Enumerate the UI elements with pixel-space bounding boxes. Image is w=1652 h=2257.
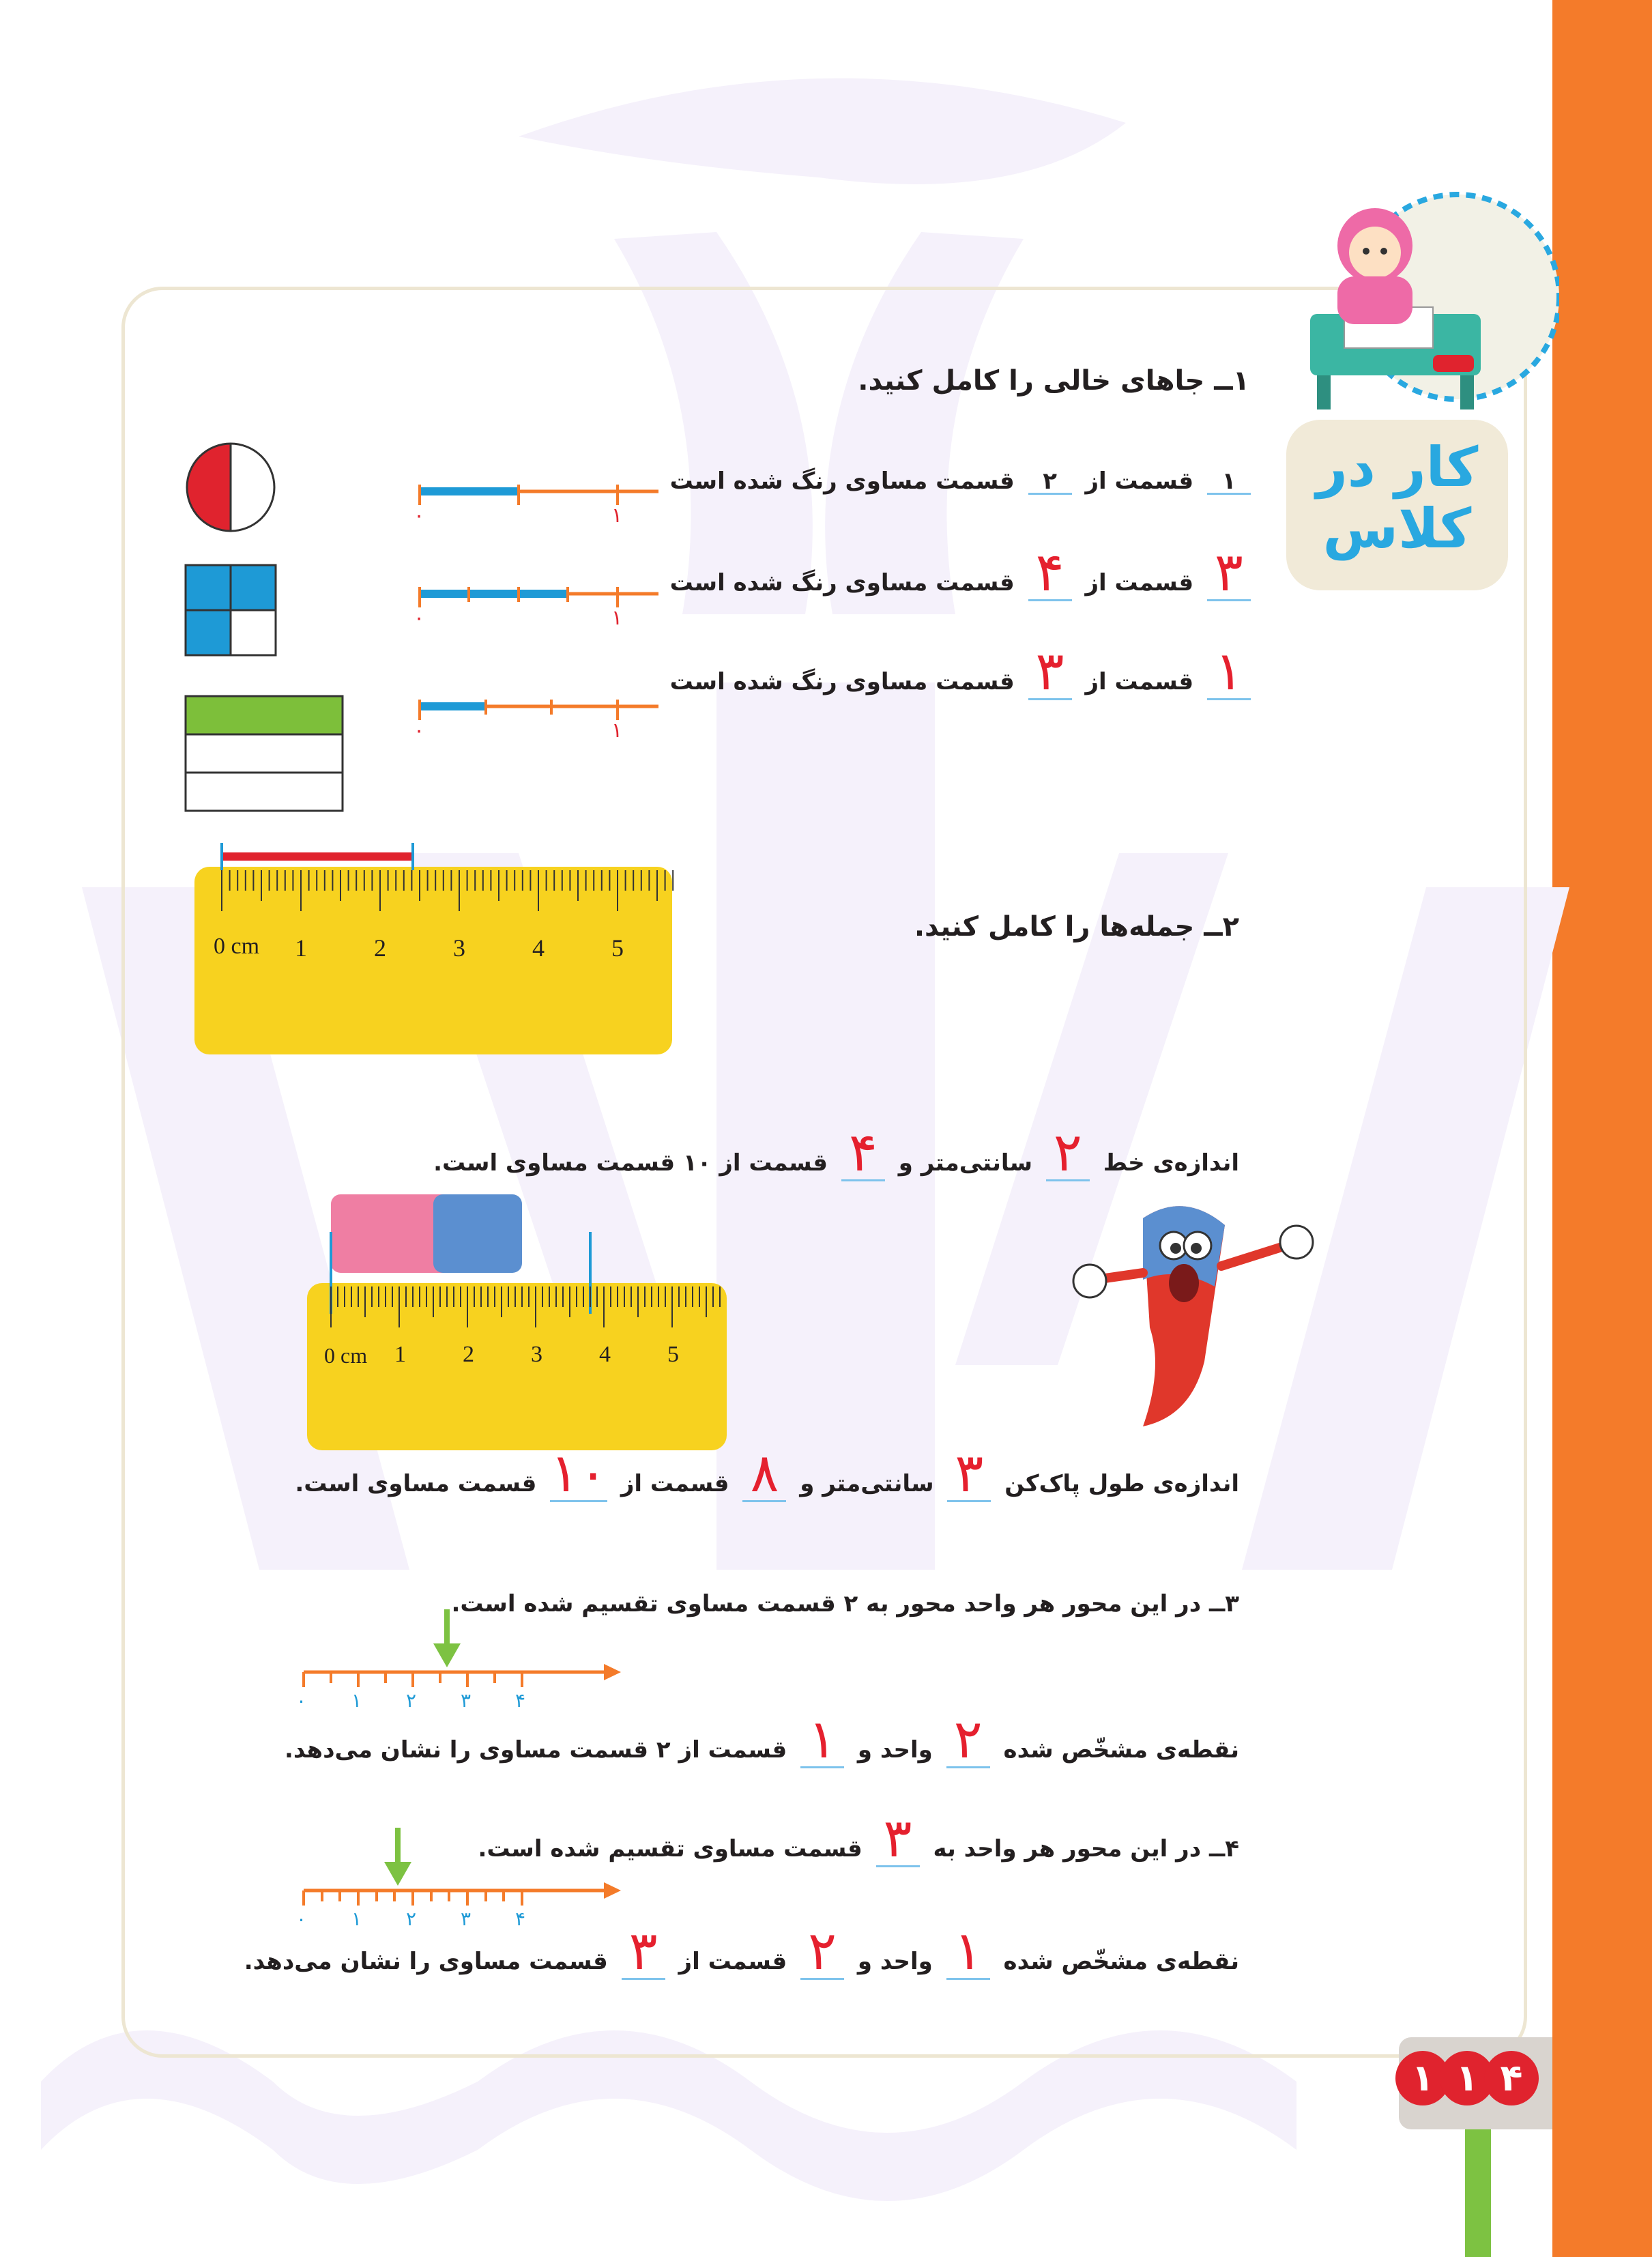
- q4-axis-label-2: ۲: [406, 1908, 417, 1930]
- q3-part3: قسمت از ۲ قسمت مساوی را نشان می‌دهد.: [284, 1736, 787, 1764]
- q1-fraction-shapes: [177, 437, 355, 812]
- page-number-digit-3: ۴: [1484, 2051, 1539, 2105]
- ruler2-unit-label: 0 cm: [324, 1343, 368, 1368]
- q2-s2-part1: اندازه‌ی طول پاک‌کن: [1004, 1470, 1239, 1497]
- badge-title: کار در کلاس: [1316, 435, 1479, 560]
- nl3-label-1: ۱: [611, 719, 623, 743]
- q4-part1: نقطه‌ی مشخّص شده: [1003, 1948, 1239, 1975]
- q2-s2-blank-b[interactable]: ۸: [742, 1447, 786, 1502]
- q1-row-2: [669, 542, 1256, 603]
- q4-heading-part1: ۴ــ در این محور هر واحد به: [933, 1835, 1239, 1863]
- ruler2-tick-1: 1: [394, 1342, 406, 1367]
- q1-row1-rest: قسمت مساوی رنگ شده است: [669, 468, 1015, 495]
- q2-s2-part4: قسمت مساوی است.: [295, 1470, 537, 1497]
- quarter-square: [186, 565, 276, 655]
- q1-row3-rest: قسمت مساوی رنگ شده است: [669, 668, 1015, 695]
- q2-s2-part2: سانتی‌متر و: [800, 1470, 934, 1497]
- ruler1-tick-5: 5: [611, 934, 624, 962]
- number-line-thirds: [420, 700, 658, 720]
- q1-row2-blank-b[interactable]: ۴: [1028, 546, 1072, 601]
- q1-row1-blank-a[interactable]: ۱: [1207, 470, 1251, 495]
- q1-row3-blank-b[interactable]: ۳: [1028, 645, 1072, 700]
- q3-axis-label-1: ۱: [351, 1689, 362, 1712]
- girl-at-desk-illustration: [1296, 184, 1559, 409]
- ruler-with-eraser: [304, 1191, 727, 1454]
- nl1-label-0: ۰: [414, 504, 425, 528]
- q2-s2-part3: قسمت از: [620, 1470, 729, 1497]
- q3-axis-label-4: ۴: [515, 1689, 526, 1712]
- ruler-with-line: [191, 836, 676, 1058]
- q4-axis-label-1: ۱: [351, 1908, 362, 1930]
- q3-sentence: [284, 1709, 1239, 1770]
- q4-blank-c[interactable]: ۳: [622, 1925, 665, 1980]
- q3-part2: واحد و: [857, 1736, 933, 1764]
- q3-axis-label-0: ۰: [296, 1689, 307, 1712]
- ruler1-tick-2: 2: [374, 934, 386, 962]
- q3-axis-label-3: ۳: [461, 1689, 472, 1712]
- q1-row2-blank-a[interactable]: ۳: [1207, 546, 1251, 601]
- q1-row1-from: قسمت از: [1085, 468, 1194, 495]
- q2-sentence-2: [295, 1443, 1239, 1504]
- q2-s1-blank-a[interactable]: ۲: [1046, 1126, 1090, 1181]
- q3-green-arrow-icon: [430, 1609, 464, 1667]
- q3-axis-label-2: ۲: [406, 1689, 417, 1712]
- ruler1-tick-1: 1: [295, 934, 307, 962]
- q1-row2-from: قسمت از: [1085, 569, 1194, 596]
- number-line-quarters: [420, 587, 658, 607]
- ruler2-tick-5: 5: [667, 1342, 679, 1367]
- q4-sentence: [244, 1921, 1239, 1982]
- q4-heading: [478, 1808, 1239, 1869]
- nl1-label-1: ۱: [611, 504, 623, 528]
- q3-heading: ۳ــ در این محور هر واحد محور به ۲ قسمت مساوی تقسیم شده است.: [451, 1590, 1239, 1618]
- ruler1-tick-3: 3: [453, 934, 465, 962]
- q4-blank-b[interactable]: ۲: [800, 1925, 844, 1980]
- q4-part2: واحد و: [857, 1948, 933, 1975]
- q4-part4: قسمت مساوی را نشان می‌دهد.: [244, 1948, 608, 1975]
- ruler2-tick-3: 3: [531, 1342, 542, 1367]
- ruler1-unit-label: 0 cm: [214, 934, 260, 959]
- q2-sentence-1: [433, 1122, 1239, 1183]
- nl3-label-0: ۰: [414, 719, 425, 743]
- q3-blank-a[interactable]: ۲: [946, 1713, 990, 1768]
- ruler2-tick-2: 2: [463, 1342, 474, 1367]
- half-circle: [187, 444, 274, 531]
- q1-row3-from: قسمت از: [1085, 668, 1194, 695]
- green-side-bar: [1465, 2129, 1491, 2257]
- q2-s1-part2: سانتی‌متر و: [898, 1149, 1033, 1177]
- q1-row1-blank-b[interactable]: ۲: [1028, 470, 1072, 495]
- q4-green-arrow-icon: [381, 1828, 415, 1886]
- q3-blank-b[interactable]: ۱: [800, 1713, 844, 1768]
- third-rectangle: [186, 696, 343, 811]
- q2-s1-part3: قسمت از ۱۰ قسمت مساوی است.: [433, 1149, 828, 1177]
- number-line-halves: [420, 485, 658, 505]
- nl2-label-1: ۱: [611, 606, 623, 630]
- q4-axis-label-3: ۳: [461, 1908, 472, 1930]
- q1-heading: ۱ــ جاهای خالی را کامل کنید.: [858, 365, 1249, 397]
- page-number-digit-2: ۱: [1440, 2051, 1494, 2105]
- q1-row3-blank-a[interactable]: ۱: [1207, 645, 1251, 700]
- nl2-label-0: ۰: [414, 606, 425, 630]
- q1-row2-rest: قسمت مساوی رنگ شده است: [669, 569, 1015, 596]
- q2-s2-blank-c[interactable]: ۱۰: [550, 1443, 607, 1504]
- q1-row-1: [670, 468, 1256, 495]
- q4-axis-label-0: ۰: [296, 1908, 307, 1930]
- ruler2-tick-4: 4: [599, 1342, 611, 1367]
- q3-part1: نقطه‌ی مشخّص شده: [1003, 1736, 1239, 1764]
- q4-axis-label-4: ۴: [515, 1908, 526, 1930]
- q4-heading-blank[interactable]: ۳: [876, 1812, 920, 1867]
- ruler1-tick-4: 4: [532, 934, 545, 962]
- q2-s1-part1: اندازه‌ی خط: [1103, 1149, 1239, 1177]
- q1-row-3: [669, 641, 1256, 702]
- q4-part3: قسمت از: [678, 1948, 787, 1975]
- q2-s2-blank-a[interactable]: ۳: [947, 1447, 991, 1502]
- q2-s1-blank-b[interactable]: ۴: [841, 1126, 885, 1181]
- page-number-digit-1: ۱: [1395, 2051, 1450, 2105]
- q4-blank-a[interactable]: ۱: [946, 1925, 990, 1980]
- eraser-mascot-illustration: [1068, 1191, 1334, 1437]
- q2-heading: ۲ــ جمله‌ها را کامل کنید.: [914, 911, 1239, 943]
- q4-heading-part2: قسمت مساوی تقسیم شده است.: [478, 1835, 863, 1863]
- q1-number-lines: [409, 471, 669, 758]
